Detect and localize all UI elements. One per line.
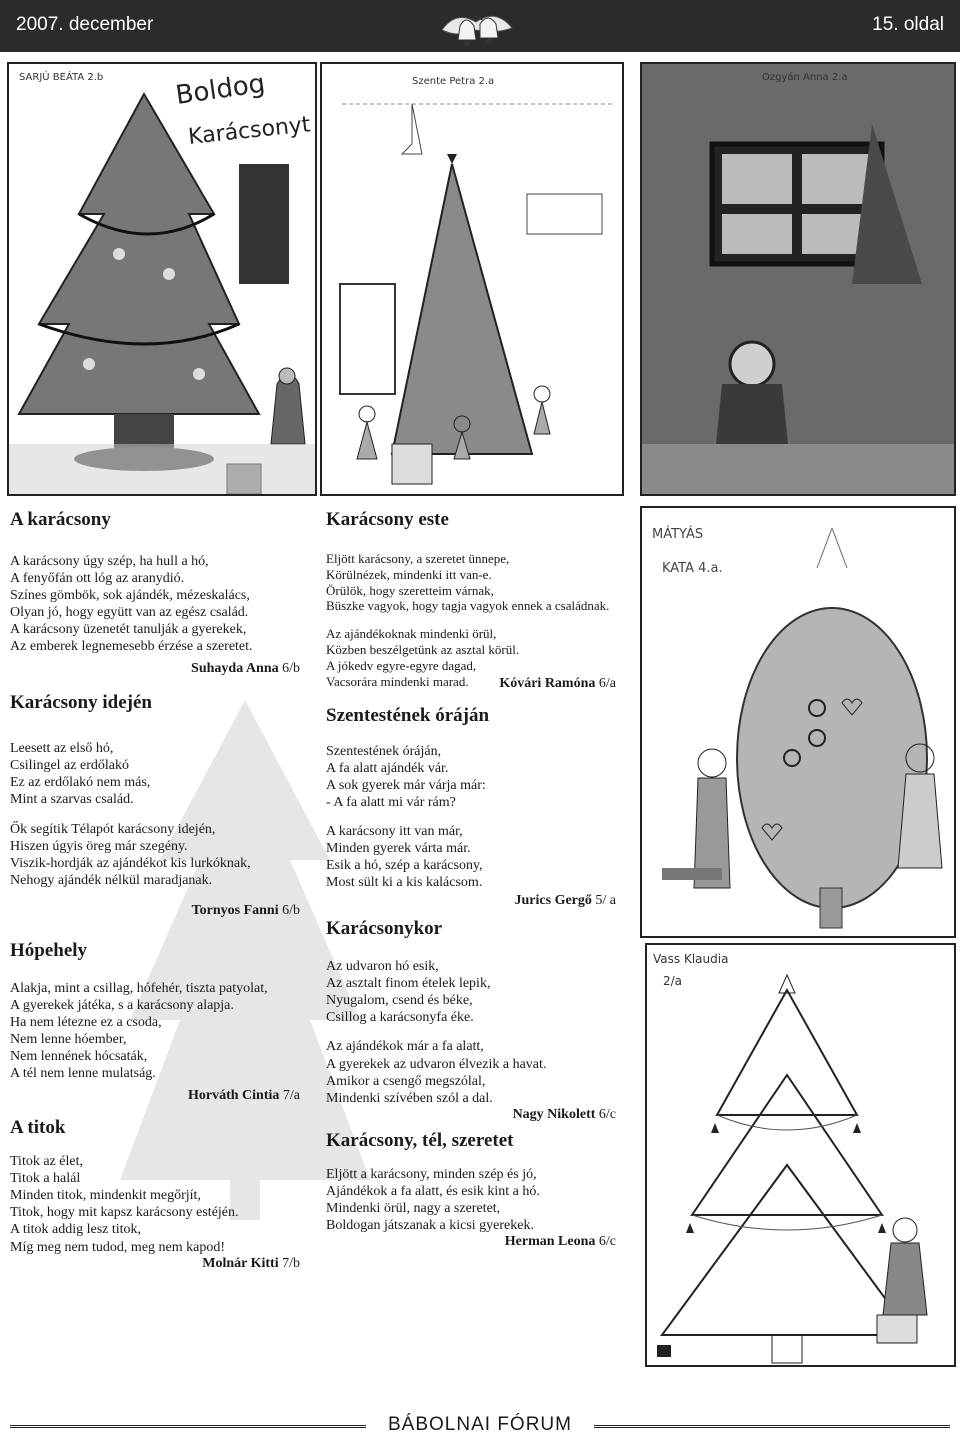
author-class: 7/a [282,1088,300,1104]
drawing-signature: 2/a [663,974,683,988]
poem-text: Alakja, mint a csillag, hófehér, tiszta patyolat, A gyerekek játéka, s a karácsony alapja. Ha nem létezne ez a csoda, Nem lenne hóember, Nem lennének hócsaták, A tél nem lenne mulatság. [10,980,268,1082]
poem-stanza: A karácsony itt van már, Minden gyerek várta már. Esik a hó, szép a karácsony, Most sült ki a kis kalácsom. [326,823,483,891]
author-class: 5/ a [595,893,616,909]
drawing-signature: Szente Petra 2.a [412,76,495,87]
drawing-signature: SARJÚ BEÁTA 2.b [19,72,104,83]
poem-title: A karácsony [10,509,111,530]
poem-stanza: Szentestének óráján, A fa alatt ajándék vár. A sok gyerek már várja már: - A fa alatt mi vár rám? [326,743,486,810]
drawing-christmas-tree-left [7,62,317,496]
author-name: Tornyos Fanni [191,902,279,918]
poem-author [326,1234,616,1250]
author-name: Kóvári Ramóna [499,675,596,691]
drawing-signature: Vass Klaudia [653,952,729,966]
poem-author [326,893,616,909]
author-name: Herman Leona [504,1234,596,1249]
drawing-christmas-room-center [320,62,624,496]
drawing-caption-karacsonyt: Karácsonyt [187,112,312,150]
drawing-caption-boldog: Boldog [173,68,267,111]
author-class: 6/a [598,675,616,691]
poem-title: A titok [10,1117,66,1139]
author-class: 6/c [598,1106,616,1122]
drawing-decorated-tree-right [645,943,956,1367]
footer-rule-right [594,1425,950,1428]
author-name: Nagy Nikolett [512,1106,596,1122]
author-name: Jurics Gergő [514,893,592,909]
poem-stanza: Az udvaron hó esik, Az asztalt finom ételek lepik, Nyugalom, csend és béke, Csillog a karácsonyfa éke. [326,959,491,1026]
poem-author [326,1107,616,1123]
issue-date: 2007. december [16,14,154,35]
poem-stanza: Ők segítik Télapót karácsony idején, Hiszen úgyis öreg már szegény. Viszik-hordják az ajándékot kis lurkóknak, Nehogy ajándék nélkül maradjanak. [10,821,251,888]
poem-text: A karácsony úgy szép, ha hull a hó, A fenyőfán ott lóg az aranydió. Színes gömbök, sok ajándék, mézeskalács, Olyan jó, hogy együtt van az egész család. A karácsony üzenetét tanulják a gyerekek, Az emberek legnemesebb érzése a szeretet. [10,553,253,655]
poem-title: Szentestének óráján [326,704,490,726]
poem-title: Karácsony idején [10,692,152,714]
author-name: Molnár Kitti [202,1255,279,1271]
poem-text: Titok az élet, Titok a halál Minden titok, mindenkit megőrjít, Titok, hogy mit kapsz karácsony estéjén. A titok addig lesz titok, Míg meg nem tudod, meg nem kapod! [10,1154,239,1255]
poem-title: Karácsony este [326,509,449,530]
drawing-signature: MÁTYÁS [652,527,704,542]
author-class: 6/b [282,902,300,918]
author-name: Horváth Cintia [188,1088,280,1104]
publication-title: BÁBOLNAI FÓRUM [366,1414,594,1436]
center-column [326,510,626,1250]
poem-stanza: Eljött karácsony, a szeretet ünnepe, Körülnézek, mindenki itt van-e. Örülök, hogy szeretteim várnak, Büszke vagyok, hogy tagja vagyok ennek a családnak. [326,550,610,614]
poem-author [10,1256,300,1272]
drawing-signature: KATA 4.a. [662,561,723,576]
author-class: 6/b [282,661,300,677]
left-column [10,510,310,1272]
poem-stanza: Az ajándékoknak mindenki örül, Közben beszélgetünk az asztal körül. A jókedv egyre-egyre dagad, Vacsorára mindenki marad. [326,626,520,689]
author-class: 6/c [598,1234,616,1249]
author-name: Suhayda Anna [191,661,279,677]
drawing-window-scene-right [640,62,956,496]
author-class: 7/b [282,1255,300,1271]
poem-title: Karácsonykor [326,918,443,940]
poem-author [10,661,300,677]
drawing-family-tree-right [640,506,956,938]
page-number: 15. oldal [872,14,944,35]
poem-stanza: Az ajándékok már a fa alatt, A gyerekek az udvaron élvezik a havat. Amikor a csengő megszólal, Mindenki szívében szól a dal. [326,1039,547,1106]
bells-ornament-icon [436,0,518,60]
footer-rule-left [10,1425,366,1428]
poem-stanza: Leesett az első hó, Csilingel az erdőlakó Ez az erdőlakó nem más, Mint a szarvas család. [10,741,151,808]
poem-author [10,1088,300,1104]
poem-author [10,903,300,919]
poem-title: Hópehely [10,939,88,961]
poem-title: Karácsony, tél, szeretet [326,1129,514,1151]
poem-text: Eljött a karácsony, minden szép és jó, Ajándékok a fa alatt, és esik kint a hó. Mindenki örül, nagy a szeretet, Boldogan játszanak a kicsi gyerekek. [326,1166,540,1233]
drawing-signature: Ozgyán Anna 2.a [762,72,848,83]
